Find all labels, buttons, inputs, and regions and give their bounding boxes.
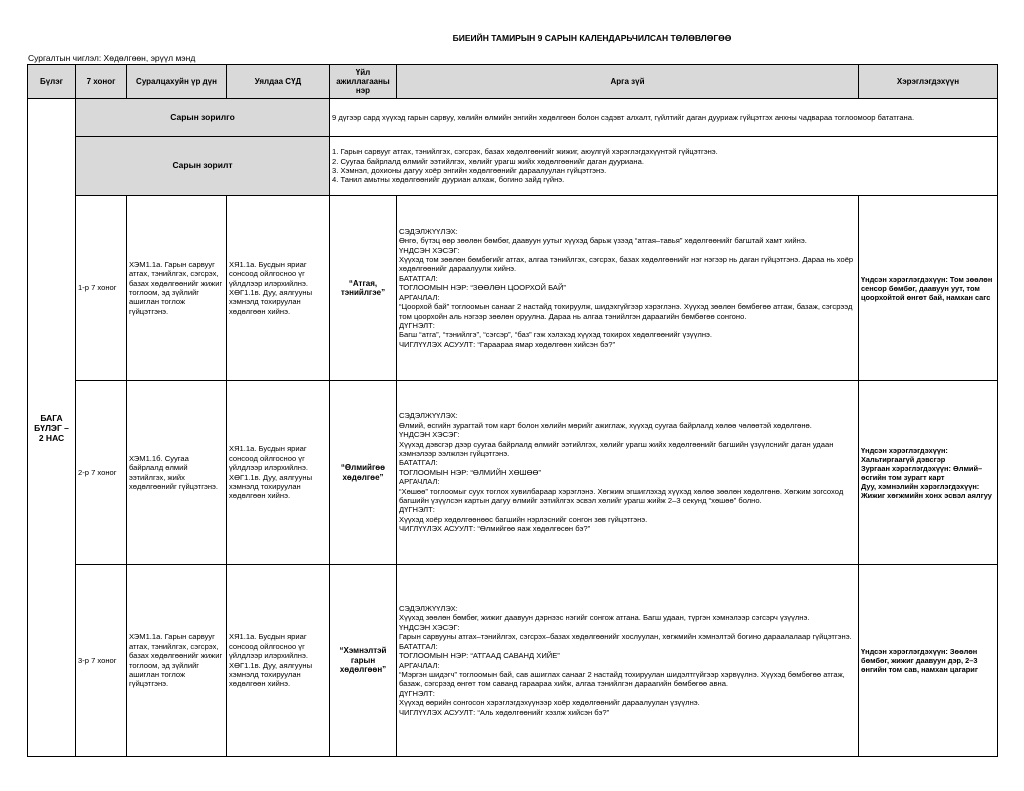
resource-cell: Үндсэн хэрэглэгдэхүүн: Зөөлөн бөмбөг, жижиг даавуун дэр, 2–3 өнгийн том сав, намхан цагариг [859, 565, 998, 757]
week-label: 2-р 7 хоног [76, 381, 127, 565]
month-goal-row [28, 99, 998, 137]
standard-cell: ХЯ1.1а. Бусдын яриаг сонсоод ойлгосноо үг үйлдлээр илэрхийлнэ. ХӨГ1.1в. Дуу, аялгууны хэмнэлд тохируулан хөдөлгөөн хийнэ. [227, 565, 330, 757]
resource-cell: Үндсэн хэрэглэгдэхүүн: Том зөөлөн сенсор бөмбөг, даавуун уут, том цоорхойтой өнгөт бай, намхан сагс [859, 196, 998, 381]
header-row [28, 65, 998, 99]
standard-cell: ХЯ1.1а. Бусдын яриаг сонсоод ойлгосноо үг үйлдлээр илэрхийлнэ. ХӨГ1.1в. Дуу, аялгууны хэмнэлд тохируулан хөдөлгөөн хийнэ. [227, 196, 330, 381]
header-group: Бүлэг [28, 65, 76, 99]
document-title: БИЕИЙН ТАМИРЫН 9 САРЫН КАЛЕНДАРЬЧИЛСАН ТӨЛӨВЛӨГӨӨ [452, 33, 732, 43]
header-resource: Хэрэглэгдэхүүн [859, 65, 998, 99]
method-cell: СЭДЭЛЖҮҮЛЭХ: Өнгө, бүтэц өөр зөөлөн бөмбөг, даавуун уутыг хүүхэд барьж үзээд “атгая–тавья” хөдөлгөөнийг багштай хамт хийнэ. ҮНДСЭН ХЭСЭГ: Хүүхэд том зөөлөн бөмбөгийг атгах, алгаа тэнийлгэх, сэгсрэх, базах хөдөлгөөнийг нэг нэгээр нь даган гүйцэтгэнэ. Дараа нь хоёр хөдөлгөөнийг дараалуулж хийнэ. БАТАТГАЛ: ТОГЛООМЫН НЭР: “ЗӨӨЛӨН ЦООРХОЙ БАЙ” АРГАЧЛАЛ: “Цоорхой бай” тоглоомын санааг 2 настайд тохируулж, шидэхгүйгээр хэрэглэнэ. Хүүхэд зөөлөн бөмбөгөө атгаж, базаж, сэгсрээд том цоорхойн аль нэгээр зөөлөн оруулна. Дараа нь алгаа тэнийлгэн дараагийн бөмбөгөө сонгоно. ДҮГНЭЛТ: Багш “атга”, “тэнийлгэ”, “сэгсэр”, “баз” гэж хэлэхэд хүүхэд тохирох хөдөлгөөнийг үзүүлнэ. ЧИГЛҮҮЛЭХ АСУУЛТ: “Гараараа ямар хөдөлгөөн хийсэн бэ?” [397, 196, 859, 381]
week-label: 3-р 7 хоног [76, 565, 127, 757]
subject-line: Сургалтын чиглэл: Хөдөлгөөн, эрүүл мэнд [28, 53, 196, 63]
header-week: 7 хоног [76, 65, 127, 99]
header-method: Арга зүй [397, 65, 859, 99]
outcome-cell: ХЭМ1.1а. Гарын сарвууг атгах, тэнийлгэх, сэгсрэх, базах хөдөлгөөнийг жижиг тоглоом, эд зүйлийг ашиглан тоглож гүйцэтгэнэ. [127, 196, 227, 381]
header-standard: Уялдаа СҮД [227, 65, 330, 99]
activity-name: “Атгая, тэнийлгэе” [330, 196, 397, 381]
month-goal-label: Сарын зорилго [76, 99, 330, 137]
header-outcome: Суралцахуйн үр дүн [127, 65, 227, 99]
month-objective-label: Сарын зорилт [76, 137, 330, 196]
month-objective-text: 1. Гарын сарвууг атгах, тэнийлгэх, сэгсрэх, базах хөдөлгөөнийг жижиг, аюулгүй хэрэглэгдэхүүнтэй гүйцэтгэнэ. 2. Суугаа байрлалд өлмийг ээтийлгэх, хөлийг урагш жийх хөдөлгөөнийг даган дууриана. 3. Хэмнэл, дохионы дагуу хоёр энгийн хөдөлгөөнийг дараалуулан гүйцэтгэнэ. 4. Танил амьтны хөдөлгөөнийг дууриан алхаж, богино зайд гүйнэ. [330, 137, 998, 196]
week-row [28, 196, 998, 381]
week-label: 1-р 7 хоног [76, 196, 127, 381]
header-activity: Үйл ажиллагааны нэр [330, 65, 397, 99]
outcome-cell: ХЭМ1.1б. Суугаа байрлалд өлмий ээтийлгэх, жийх хөдөлгөөнийг гүйцэтгэнэ. [127, 381, 227, 565]
week-row [28, 565, 998, 757]
resource-cell: Үндсэн хэрэглэгдэхүүн: Хальтиргаагүй дэвсгэр Зургаан хэрэглэгдэхүүн: Өлмий–өсгийн том зурагт карт Дуу, хэмнэлийн хэрэглэгдэхүүн: Жижиг хөгжмийн хонх эсвэл аялгуу [859, 381, 998, 565]
week-row [28, 381, 998, 565]
method-cell: СЭДЭЛЖҮҮЛЭХ: Хүүхэд зөөлөн бөмбөг, жижиг даавуун дэрнээс нэгийг сонгож атгана. Багш удаан, түргэн хэмнэлээр сэгсэрч үзүүлнэ. ҮНДСЭН ХЭСЭГ: Гарын сарвууны атгах–тэнийлгэх, сэгсрэх–базах хөдөлгөөнийг хослуулан, хөгжмийн хэмнэлтэй богино дараалалаар гүйцэтгэнэ. БАТАТГАЛ: ТОГЛООМЫН НЭР: “АТГААД САВАНД ХИЙЕ” АРГАЧЛАЛ: “Мэргэн шидэгч” тоглоомын бай, сав ашиглах санааг 2 настайд тохируулан шидэлтгүйгээр хэрвүүлнэ. Хүүхэд бөмбөгөө атгаж, базаж, сэгсрээд өнгөт том саванд гараараа хийж, алгаа тэнийлгэн дараагийн бөмбөгөө авна. ДҮГНЭЛТ: Хүүхэд өөрийн сонгосон хэрэглэгдэхүүнээр хоёр хөдөлгөөнийг дараалуулан үзүүлнэ. ЧИГЛҮҮЛЭХ АСУУЛТ: “Аль хөдөлгөөнийг хэзлж хийсэн бэ?” [397, 565, 859, 757]
activity-name: “Хэмнэлтэй гарын хөдөлгөөн” [330, 565, 397, 757]
group-name-cell: БАГА БҮЛЭГ – 2 НАС [28, 99, 76, 757]
activity-name: “Өлмийгөө хөдөлгөе” [330, 381, 397, 565]
method-cell: СЭДЭЛЖҮҮЛЭХ: Өлмий, өсгийн зурагтай том карт болон хөлийн мөрийг ажиглаж, хүүхэд суугаа байрлалд хөлөө чөлөөтэй хөдөлгөнө. ҮНДСЭН ХЭСЭГ: Хүүхэд дэвсгэр дээр суугаа байрлалд өлмийг ээтийлгэх, хөлийг урагш жийх хөдөлгөөнийг багшийн үзүүлснийг даган удаан хэмнэлээр ээлжлэн гүйцэтгэнэ. БАТАТГАЛ: ТОГЛООМЫН НЭР: “ӨЛМИЙН ХӨШӨӨ” АРГАЧЛАЛ: “Хөшөө” тоглоомыг суух тоглох хувилбараар хэрэглэнэ. Хөгжим эгшиглэхэд хүүхэд хөлөө зөөлөн хөдөлгөнө. Хөгжим зогсоход багшийн үзүүлсэн картын дагуу өлмийг ээтийлгэх эсвэл хөлийг урагш жийж 2–3 секунд “хөшөө” болно. ДҮГНЭЛТ: Хүүхэд хоёр хөдөлгөөнөөс багшийн нэрлэснийг сонгон зөв гүйцэтгэнэ. ЧИГЛҮҮЛЭХ АСУУЛТ: “Өлмийгөө яаж хөдөлгөсөн бэ?” [397, 381, 859, 565]
standard-cell: ХЯ1.1а. Бусдын яриаг сонсоод ойлгосноо үг үйлдлээр илэрхийлнэ. ХӨГ1.1в. Дуу, аялгууны хэмнэлд тохируулан хөдөлгөөн хийнэ. [227, 381, 330, 565]
outcome-cell: ХЭМ1.1а. Гарын сарвууг атгах, тэнийлгэх, сэгсрэх, базах хөдөлгөөнийг жижиг тоглоом, эд зүйлийг ашиглан тоглож гүйцэтгэнэ. [127, 565, 227, 757]
month-goal-text: 9 дүгээр сард хүүхэд гарын сарвуу, хөлийн өлмийн энгийн хөдөлгөөн болон сэдэвт алхалт, гүйлтийг даган дууриаж гүйцэтгэх анхны чадвараа тоглоомоор бататгана. [330, 99, 998, 137]
month-objective-row [28, 137, 998, 196]
plan-table [27, 64, 998, 757]
